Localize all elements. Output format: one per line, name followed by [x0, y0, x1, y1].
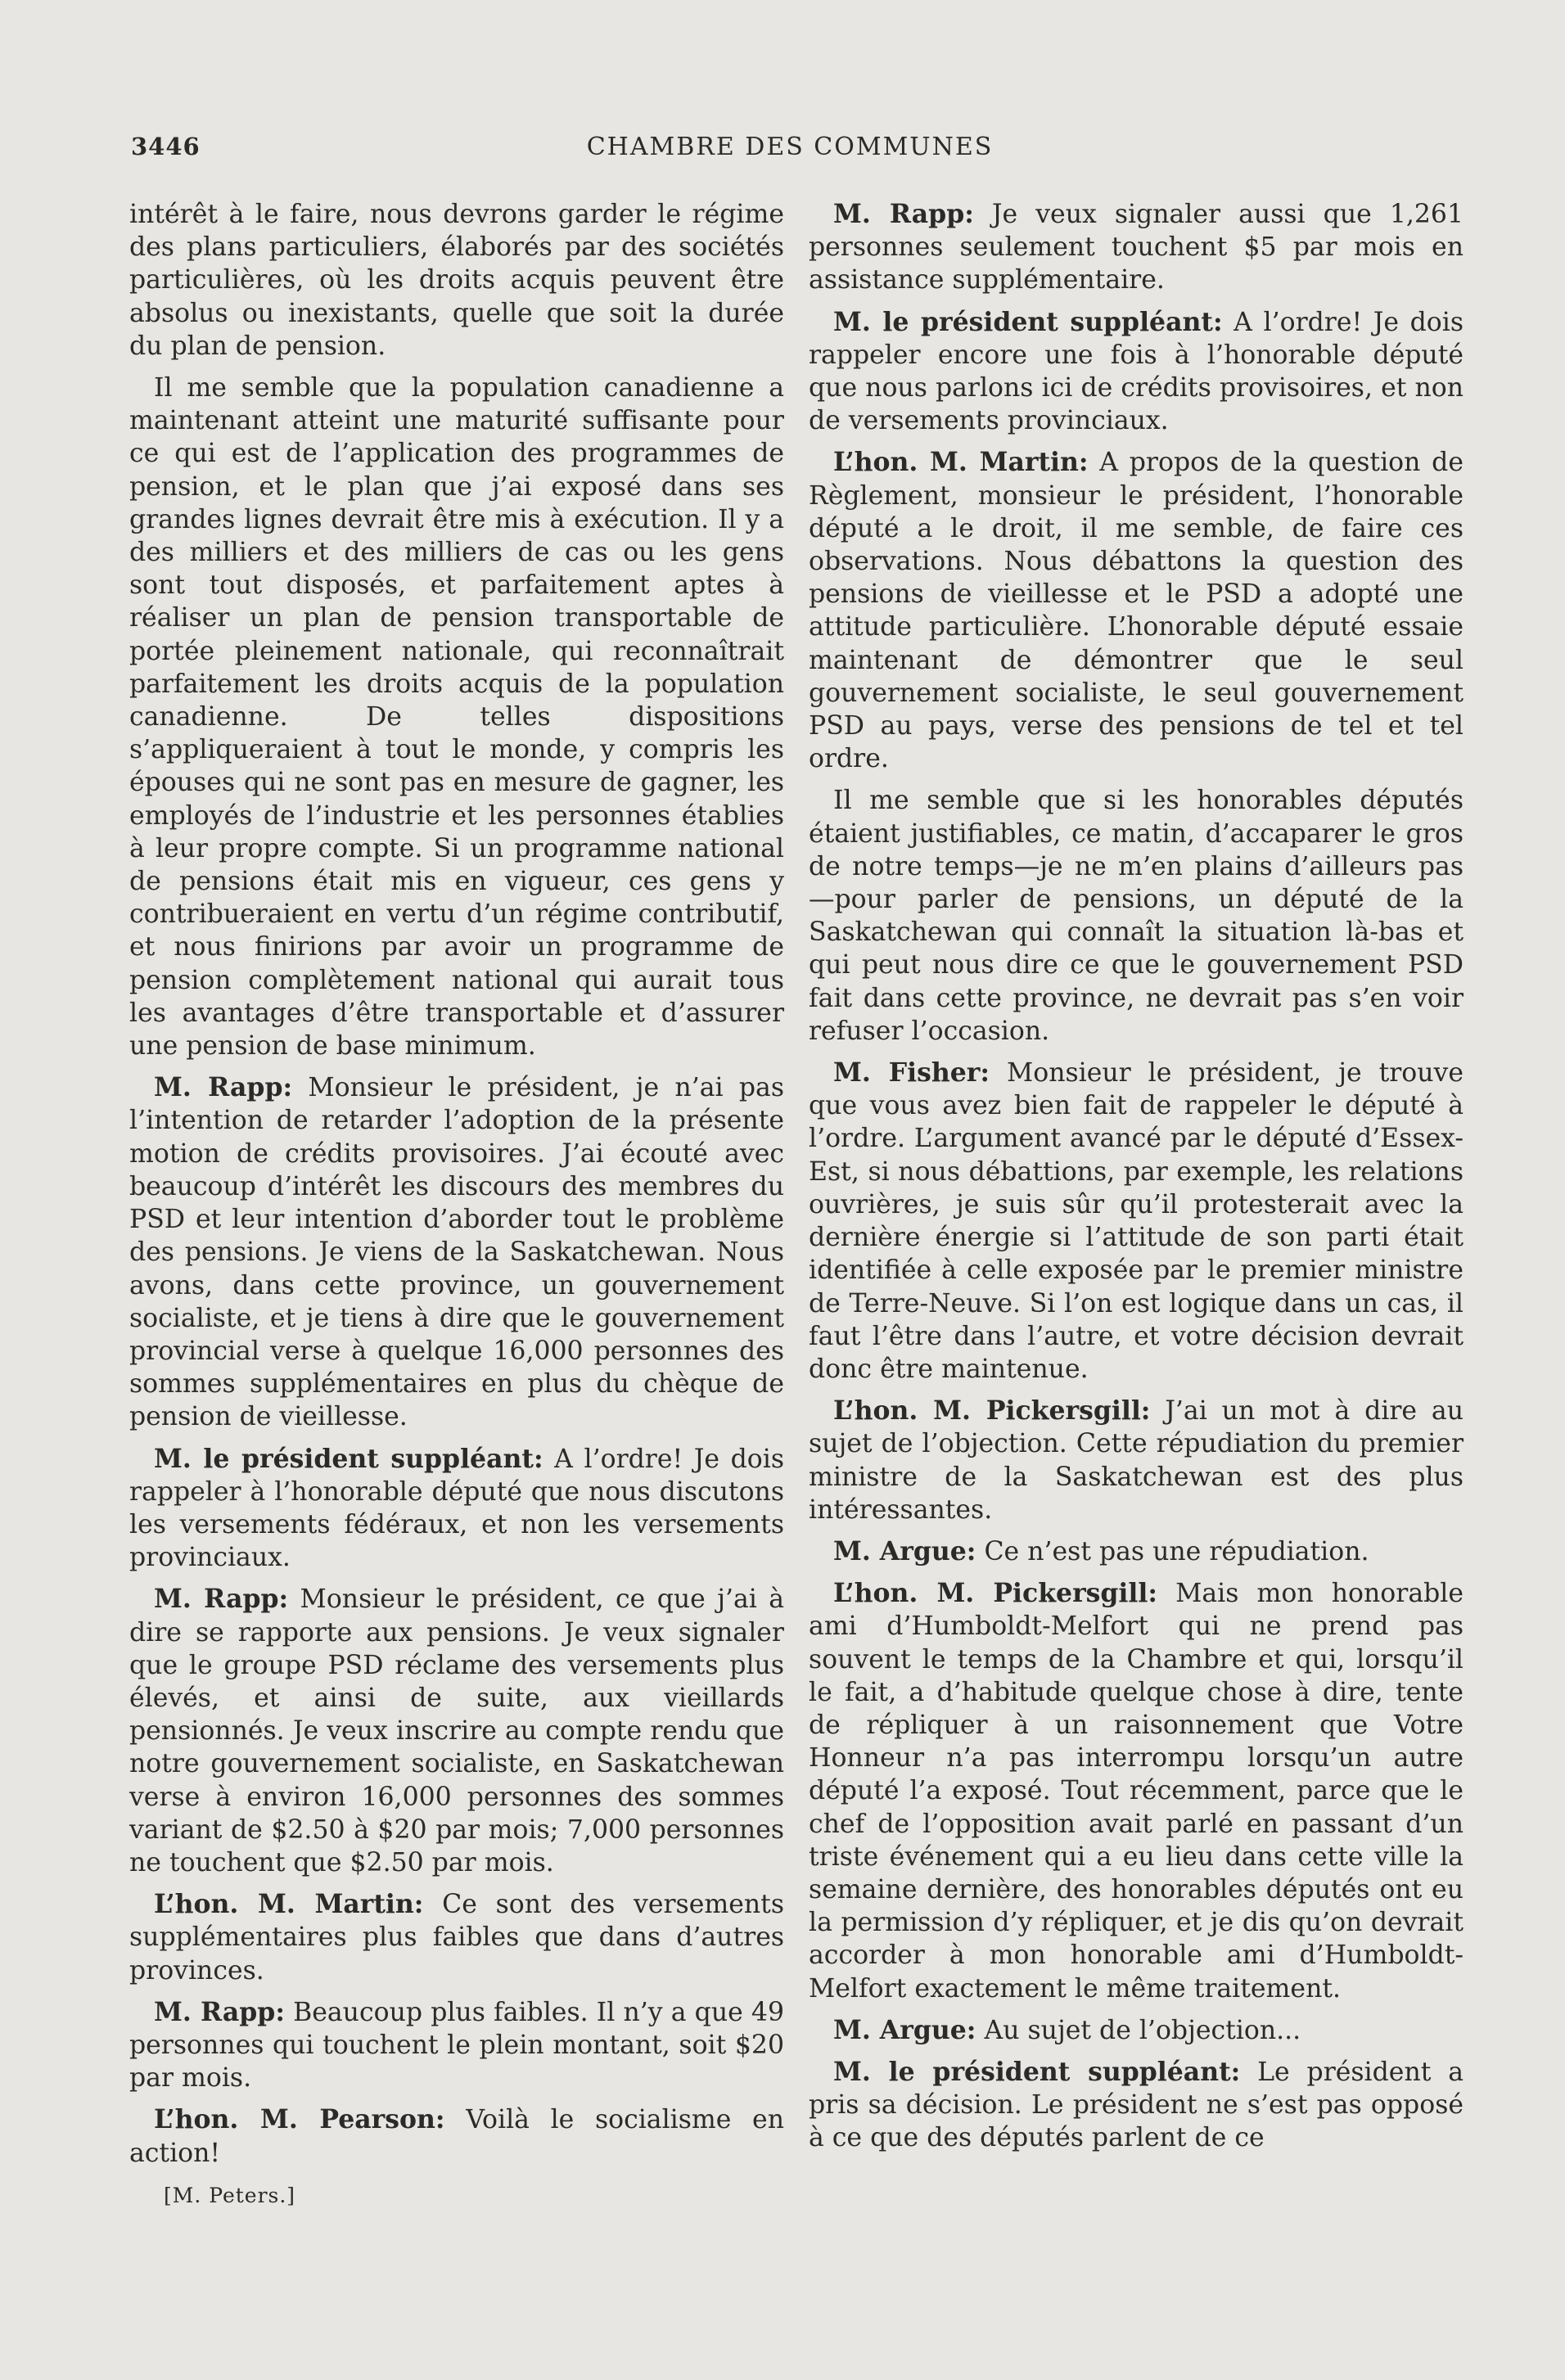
speaker-name: L’hon. M. Martin: [833, 447, 1089, 478]
speaker-name: M. Rapp: [154, 1584, 289, 1615]
paragraph: Il me semble que la population canadienne a maintenant atteint une maturité suffisante pour ce qui est de l’application des programmes de pension, et le plan que j’ai exposé dans ses grandes lignes devrait être mis à exécution. Il y a des milliers et des milliers de cas ou les gens sont tout disposés, et parfaitement aptes à réaliser un plan de pension transportable de portée pleinement nationale, qui reconnaîtrait parfaitement les droits acquis de la population canadienne. De telles dispositions s’appliqueraient à tout le monde, y compris les épouses qui ne sont pas en mesure de gagner, les employés de l’industrie et les personnes établies à leur propre compte. Si un programme national de pensions était mis en vigueur, ces gens y contribueraient en vertu d’un régime contributif, et nous finirions par avoir un programme de pension complètement national qui aurait tous les avantages d’être transportable et d’assurer une pension de base minimum. [129, 373, 784, 1062]
paragraph [129, 1996, 784, 2095]
speech-text: Ce sont des versements supplémentaires plus faibles que dans d’autres provinces. [129, 1890, 784, 1986]
speech-text: Monsieur le président, je trouve que vous avez bien fait de rappeler le député à l’ordre. L’argument avancé par le député d’Essex-Est, si nous débattions, par exemple, les relations ouvrières, je suis sûr qu’il protesterait avec la dernière énergie si l’attitude de son parti était identifiée à celle exposée par le premier ministre de Terre-Neuve. Si l’on est logique dans un cas, il faut l’être dans l’autre, et votre décision devrait donc être maintenue. [809, 1058, 1464, 1384]
paragraph [129, 1583, 784, 1879]
speech-text: J’ai un mot à dire au sujet de l’objection. Cette répudiation du premier ministre de la Saskatchewan est des plus intéressantes. [809, 1396, 1464, 1525]
paragraph [809, 2014, 1464, 2047]
speech-text: Beaucoup plus faibles. Il n’y a que 49 personnes qui touchent le plein montant, soit $20 par mois. [129, 1997, 784, 2094]
paragraph [809, 2056, 1464, 2155]
speaker-name: M. Argue: [833, 1535, 976, 1566]
paragraph [129, 1888, 784, 1987]
speech-text: A l’ordre! Je dois rappeler encore une fois à l’honorable député que nous parlons ici de crédits provisoires, et non de versements provinciaux. [809, 307, 1464, 436]
speech-text: Je veux signaler aussi que 1,261 personnes seulement touchent $5 par mois en assistance supplémentaire. [809, 200, 1464, 295]
paragraph [809, 1535, 1464, 1568]
paragraph [809, 446, 1464, 775]
left-column [129, 198, 784, 2179]
paragraph [809, 306, 1464, 438]
speaker-name: M. le président suppléant: [833, 306, 1223, 337]
paragraph [129, 2103, 784, 2169]
page-header [131, 133, 1449, 169]
speaker-name: M. Rapp: [154, 1072, 293, 1103]
speech-text: Voilà le socialisme en action! [129, 2105, 784, 2168]
speaker-footnote: [M. Peters.] [164, 2184, 296, 2207]
speaker-name: M. Rapp: [833, 199, 974, 229]
paragraph: Il me semble que si les honorables députés étaient justifiables, ce matin, d’accaparer le gros de notre temps—je ne m’en plains d’ailleurs pas—pour parler de pensions, un député de la Saskatchewan qui connaît la situation là-bas et qui peut nous dire ce que le gouvernement PSD fait dans cette province, ne devrait pas s’en voir refuser l’occasion. [809, 786, 1464, 1046]
speaker-name: M. le président suppléant: [833, 2056, 1241, 2087]
speaker-name: L’hon. M. Pearson: [154, 2104, 445, 2135]
speaker-name: M. Argue: [833, 2014, 976, 2045]
paragraph [809, 198, 1464, 297]
paragraph [129, 1443, 784, 1575]
page-number: 3446 [131, 133, 201, 160]
speech-text: A l’ordre! Je dois rappeler à l’honorable député que nous discutons les versements fédéraux, et non les versements provinciaux. [129, 1444, 784, 1573]
paragraph [809, 1395, 1464, 1526]
speaker-name: M. le président suppléant: [154, 1443, 543, 1474]
speech-text: Monsieur le président, je n’ai pas l’intention de retarder l’adoption de la présente motion de crédits provisoires. J’ai écouté avec beaucoup d’intérêt les discours des membres du PSD et leur intention d’aborder tout le problème des pensions. Je viens de la Saskatchewan. Nous avons, dans cette province, un gouvernement socialiste, et je tiens à dire que le gouvernement provincial verse à quelque 16,000 personnes des sommes supplémentaires en plus du chèque de pension de vieillesse. [129, 1073, 784, 1432]
speech-text: A propos de la question de Règlement, monsieur le président, l’honorable député a le droit, il me semble, de faire ces observations. Nous débattons la question des pensions de vieillesse et le PSD a adopté une attitude particulière. L’honorable député essaie maintenant de démontrer que le seul gouvernement socialiste, le seul gouvernement PSD au pays, verse des pensions de tel et tel ordre. [809, 448, 1464, 774]
speech-text: Le président a pris sa décision. Le président ne s’est pas opposé à ce que des députés parlent de ce [809, 2057, 1464, 2153]
speech-text: Mais mon honorable ami d’Humboldt-Melfort qui ne prend pas souvent le temps de la Chambre et qui, lorsqu’il le fait, a d’habitude quelque chose à dire, tente de répliquer à un raisonnement que Votre Honneur n’a pas interrompu lorsqu’un autre député l’a exposé. Tout récemment, parce que le chef de l’opposition avait parlé en passant d’un triste événement qui a eu lieu dans cette ville la semaine dernière, des honorables députés ont eu la permission d’y répliquer, et je dis qu’on devrait accorder à mon honorable ami d’Humboldt-Melfort exactement le même traitement. [809, 1579, 1464, 2004]
paragraph [809, 1057, 1464, 1386]
paragraph [809, 1577, 1464, 2005]
speech-text: Monsieur le président, ce que j’ai à dire se rapporte aux pensions. Je veux signaler que le groupe PSD réclame des versements plus élevés, et ainsi de suite, aux vieillards pensionnés. Je veux inscrire au compte rendu que notre gouvernement socialiste, en Saskatchewan verse à environ 16,000 personnes des sommes variant de $2.50 à $20 par mois; 7,000 personnes ne touchent que $2.50 par mois. [129, 1584, 784, 1877]
running-title: CHAMBRE DES COMMUNES [586, 133, 994, 161]
speaker-name: M. Fisher: [833, 1057, 990, 1089]
speaker-name: L’hon. M. Pickersgill: [833, 1578, 1157, 1609]
speaker-name: L’hon. M. Martin: [154, 1889, 424, 1920]
speech-text: Ce n’est pas une répudiation. [976, 1536, 1369, 1566]
speaker-name: M. Rapp: [154, 1996, 285, 2027]
speech-text: Au sujet de l’objection... [976, 2015, 1301, 2045]
paragraph [129, 1071, 784, 1433]
paragraph: intérêt à le faire, nous devrons garder le régime des plans particuliers, élaborés par des sociétés particulières, où les droits acquis peuvent être absolus ou inexistants, quelle que soit la durée du plan de pension. [129, 200, 784, 361]
right-column [809, 198, 1464, 2164]
speaker-name: L’hon. M. Pickersgill: [833, 1395, 1151, 1427]
